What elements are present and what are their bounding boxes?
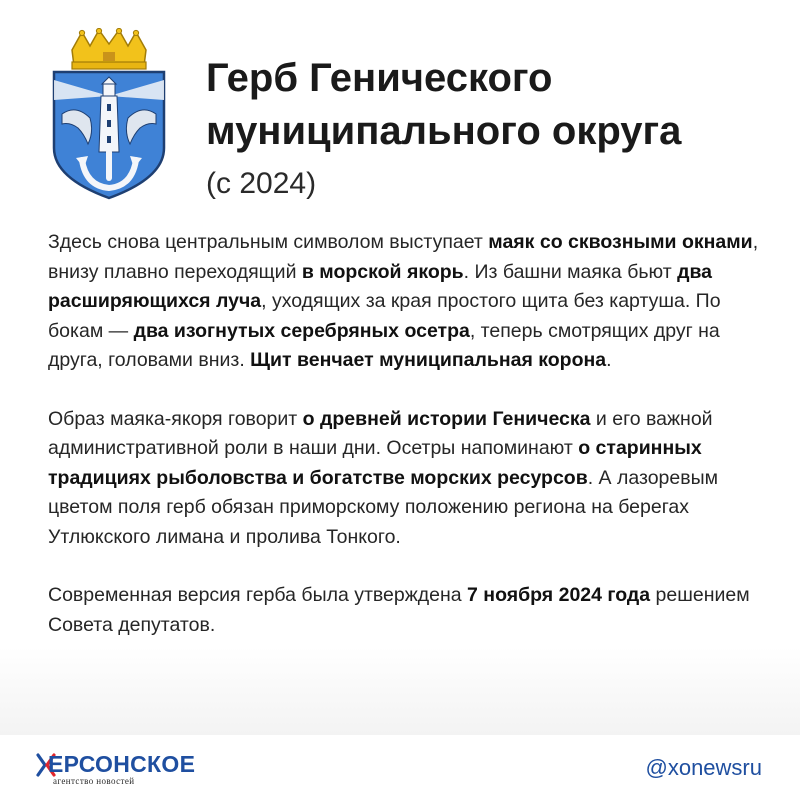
social-handle[interactable]: @xonewsru	[645, 755, 762, 780]
text-run: , уходящих за края простого щита без картуша. По бокам —	[48, 290, 721, 342]
bold-phrase: маяк со сквозными окнами	[488, 231, 753, 253]
bold-phrase: 7 ноября 2024 года	[467, 584, 651, 606]
text-run: .	[606, 349, 612, 371]
bold-phrase: Щит венчает муниципальная корона	[250, 349, 607, 371]
text-run: , теперь смотрящих друг на друга, головами вниз.	[48, 319, 720, 371]
text-run: решением Совета депутатов.	[48, 584, 750, 636]
page-title	[206, 52, 766, 158]
crown-icon	[72, 28, 146, 69]
text-run: Здесь снова центральным символом выступает	[48, 231, 489, 253]
bold-phrase: о древней истории Геническа	[302, 407, 591, 430]
bold-phrase: в морской якорь	[301, 260, 464, 283]
brand-name: ЕРСОНСКОЕ	[48, 751, 196, 777]
page-subtitle: (с 2024)	[206, 167, 317, 200]
article-body	[48, 228, 760, 669]
bold-phrase: о старинных традициях рыболовства и богатстве морских ресурсов	[48, 437, 702, 489]
text-run: . А лазоревым цветом поля герб обязан приморскому положению региона на берегах Утлюкского лимана и пролива Тонкого.	[48, 466, 719, 548]
bold-phrase: два изогнутых серебряных осетра	[133, 319, 470, 342]
brand-logo[interactable]	[36, 751, 226, 791]
header	[48, 28, 768, 208]
paragraph-3	[48, 581, 760, 640]
title-line-1: Герб Генического	[206, 56, 553, 100]
paragraph-1	[48, 228, 760, 376]
title-line-2: муниципального округа	[206, 109, 682, 153]
text-run: Современная версия герба была утверждена	[48, 584, 468, 606]
text-run: . Из башни маяка бьют	[463, 260, 678, 283]
footer	[0, 735, 800, 800]
paragraph-2	[48, 405, 760, 553]
text-run: и его важной административной роли в наши дни. Осетры напоминают	[48, 407, 713, 459]
coat-of-arms-icon	[48, 28, 170, 200]
text-run: , внизу плавно переходящий	[48, 231, 759, 283]
brand-subtitle: агентство новостей	[53, 776, 135, 786]
bold-phrase: два расширяющихся луча	[48, 260, 713, 312]
text-run: Образ маяка-якоря говорит	[48, 407, 303, 430]
